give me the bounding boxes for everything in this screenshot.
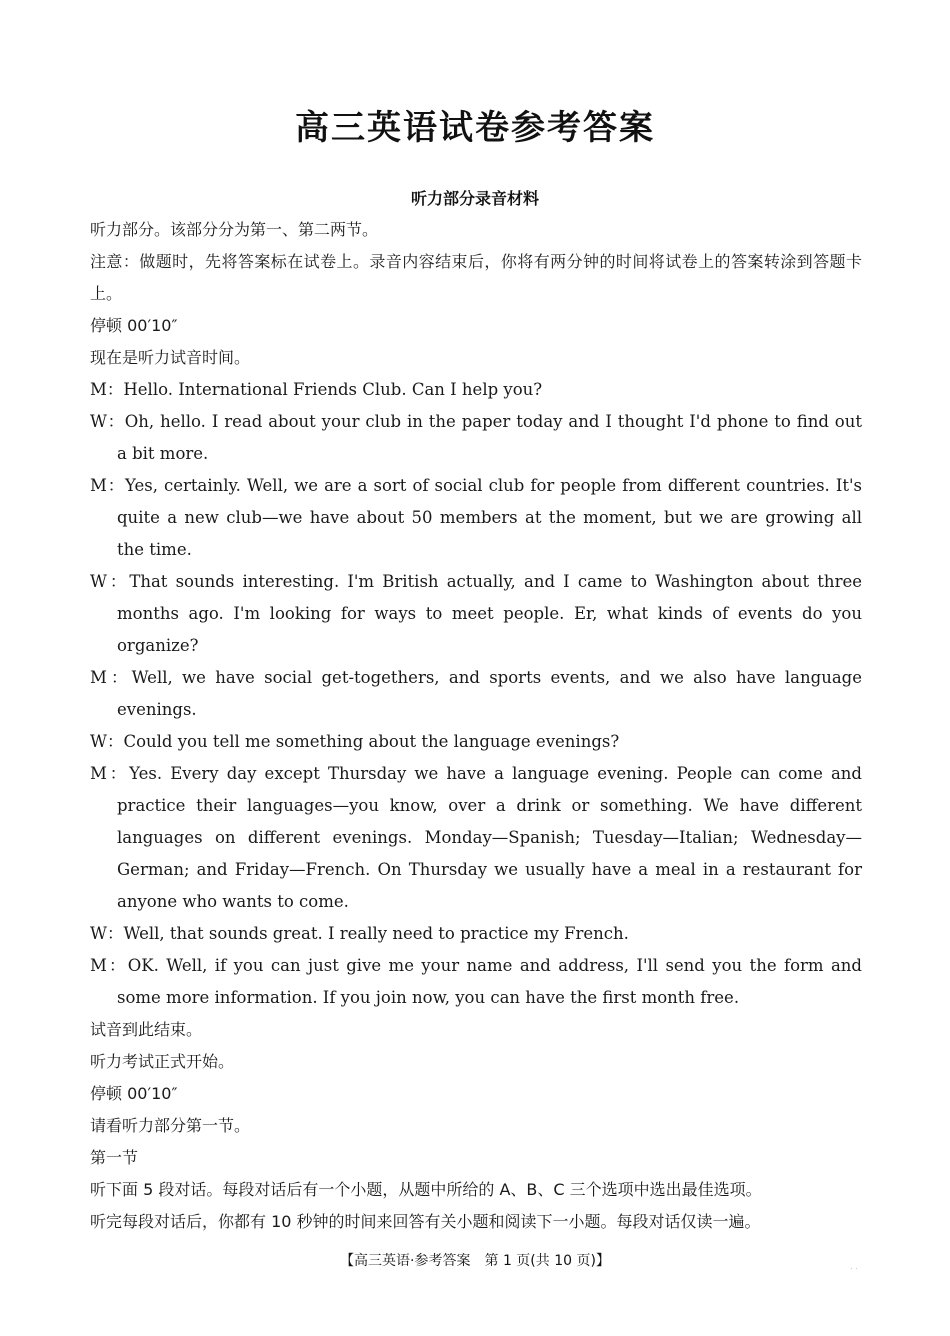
section-heading: 第一节	[90, 1148, 139, 1167]
dialogue-line	[90, 406, 862, 470]
dialogue-line	[90, 950, 862, 1014]
dialogue-line	[90, 726, 862, 758]
text-line: 试音到此结束。	[90, 1020, 203, 1039]
dialogue-line	[90, 662, 862, 726]
text-line: 停顿 00′10″	[90, 1084, 178, 1103]
text-line: 现在是听力试音时间。	[90, 348, 251, 367]
speaker-label: M：	[90, 380, 124, 399]
text-line: 听力考试正式开始。	[90, 1052, 235, 1071]
text-line: 注意：做题时，先将答案标在试卷上。录音内容结束后，你将有两分钟的时间将试卷上的答案转涂到答题卡上。	[90, 252, 862, 303]
document-title: 高三英语试卷参考答案	[295, 108, 655, 148]
corner-mark: . .	[850, 1262, 858, 1271]
text-line: 听力部分。该部分分为第一、第二两节。	[90, 220, 379, 239]
text-line: 听下面 5 段对话。每段对话后有一个小题，从题中所给的 A、B、C 三个选项中选出最佳选项。	[90, 1180, 762, 1199]
page-footer: 【高三英语·参考答案 第 1 页(共 10 页)】	[340, 1253, 610, 1269]
dialogue-text: Could you tell me something about the language evenings?	[123, 732, 620, 751]
dialogue-text: That sounds interesting. I'm British actually, and I came to Washington about three months ago. I'm looking for ways to meet people. Er, what kinds of events do you organize?	[117, 572, 862, 655]
speaker-label: W：	[90, 572, 130, 591]
speaker-label: W：	[90, 924, 124, 943]
transcript-body	[90, 214, 862, 1238]
speaker-label: M：	[90, 764, 130, 783]
dialogue-line	[90, 470, 862, 566]
dialogue-text: Oh, hello. I read about your club in the paper today and I thought I'd phone to find out a bit more.	[117, 412, 862, 463]
speaker-label: M：	[90, 476, 125, 495]
dialogue-text: OK. Well, if you can just give me your name and address, I'll send you the form and some more information. If you join now, you can have the first month free.	[117, 956, 862, 1007]
speaker-label: M：	[90, 956, 128, 975]
dialogue-text: Well, we have social get-togethers, and sports events, and we also have language evenings.	[117, 668, 862, 719]
dialogue-line	[90, 758, 862, 918]
dialogue-text: Hello. International Friends Club. Can I help you?	[123, 380, 543, 399]
section-subtitle: 听力部分录音材料	[410, 189, 539, 208]
dialogue-line	[90, 566, 862, 662]
text-line: 请看听力部分第一节。	[90, 1116, 251, 1135]
speaker-label: M：	[90, 668, 132, 687]
speaker-label: W：	[90, 732, 124, 751]
text-line: 听完每段对话后，你都有 10 秒钟的时间来回答有关小题和阅读下一小题。每段对话仅读一遍。	[90, 1212, 761, 1231]
dialogue-line	[90, 374, 862, 406]
dialogue-line	[90, 918, 862, 950]
text-line: 停顿 00′10″	[90, 316, 178, 335]
dialogue-text: Yes. Every day except Thursday we have a language evening. People can come and practice their languages—you know, over a drink or something. We have different languages on different evenings. Monday—Spanish; Tuesday—Italian; Wednesday—German; and Friday—French. On Thursday we usually have a meal in a restaurant for anyone who wants to come.	[117, 764, 862, 911]
speaker-label: W：	[90, 412, 125, 431]
dialogue-text: Yes, certainly. Well, we are a sort of social club for people from different countries. It's quite a new club—we have about 50 members at the moment, but we are growing all the time.	[117, 476, 862, 559]
dialogue-text: Well, that sounds great. I really need to practice my French.	[123, 924, 629, 943]
